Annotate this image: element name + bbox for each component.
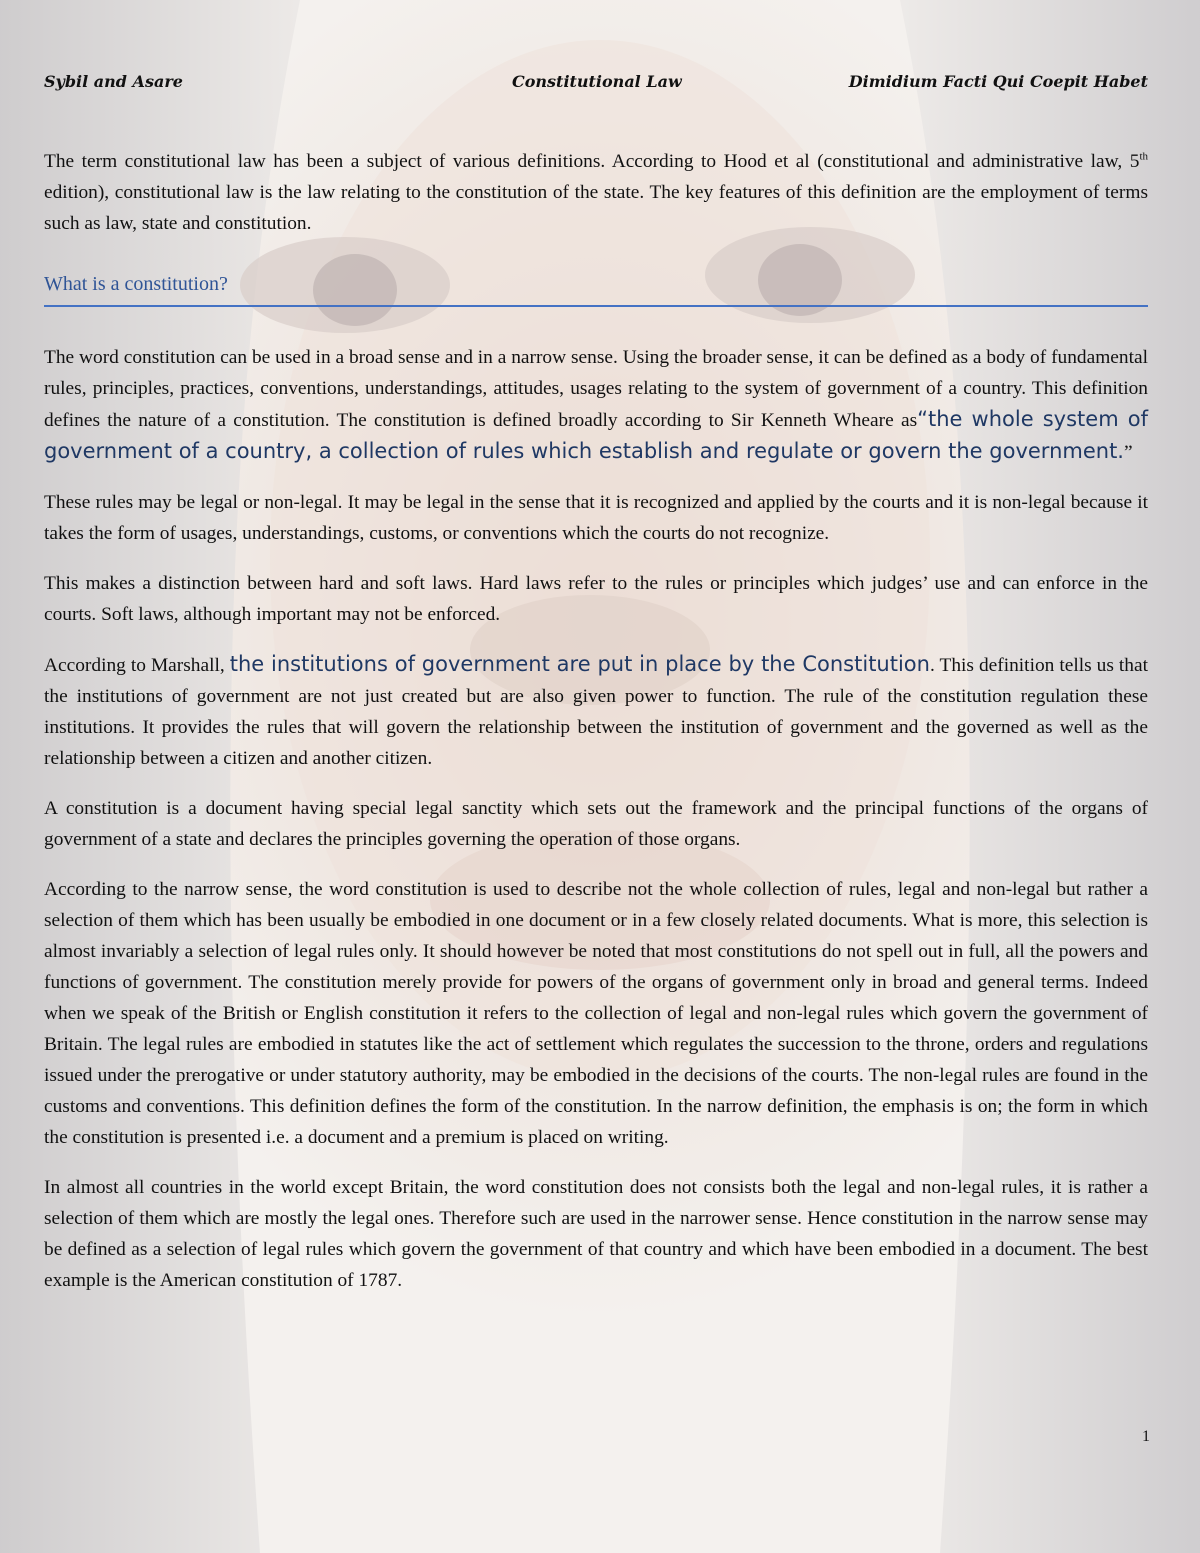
header-motto: Dimidium Facti Qui Coepit Habet [848,72,1148,91]
paragraph-hard-soft-laws: This makes a distinction between hard and soft laws. Hard laws refer to the rules or principles which judges’ use and can enforce in the courts. Soft laws, although important may not be enforced. [44,573,1148,625]
marshall-quote: the institutions of government are put in place by the Constitution [229,652,930,676]
paragraph-legal-rules: These rules may be legal or non-legal. It may be legal in the sense that it is recognized and applied by the courts and it is non-legal because it takes the form of usages, understandings, customs, or conventions which the courts do not recognize. [44,492,1148,544]
header-title: Constitutional Law [512,72,682,91]
paragraph-countries: In almost all countries in the world except Britain, the word constitution does not consists both the legal and non-legal rules, it is rather a selection of them which are mostly the legal ones. Therefore such are used in the narrower sense. Hence constitution in the narrow sense may be defined as a selection of legal rules which govern the government of that country and which have been embodied in a document. The best example is the American constitution of 1787. [44,1177,1148,1291]
paragraph-document-definition: A constitution is a document having special legal sanctity which sets out the framework and the principal functions of the organs of government of a state and declares the principles governing the operation of those organs. [44,798,1148,850]
paragraph-narrow-sense: According to the narrow sense, the word constitution is used to describe not the whole collection of rules, legal and non-legal but rather a selection of them which has been usually be embodied in one document or in a few closely related documents. What is more, this selection is almost invariably a selection of legal rules only. It should however be noted that most constitutions do not spell out in full, all the powers and functions of government. The constitution merely provide for powers of the organs of government only in broad and general terms. Indeed when we speak of the British or English constitution it refers to the collection of legal and non-legal rules which govern the government of Britain. The legal rules are embodied in statutes like the act of settlement which regulates the succession to the throne, orders and regulations issued under the prerogative or under statutory authority, may be embodied in the decisions of the courts. The non-legal rules are found in the customs and conventions. This definition defines the form of the constitution. In the narrow definition, the emphasis is on; the form in which the constitution is presented i.e. a document and a premium is placed on writing. [44,879,1148,1148]
paragraph-broad-sense: The word constitution can be used in a broad sense and in a narrow sense. Using the broader sense, it can be defined as a body of fundamental rules, principles, practices, conventions, understandings, attitudes, usages relating to the system of government of a country. This definition defines the nature of a constitution. The constitution is defined broadly according to Sir Kenneth Wheare as“the whole system of government of a country, a collection of rules which establish and regulate or govern the government.” [44,347,1148,463]
page-number: 1 [1142,1428,1150,1445]
header-authors: Sybil and Asare [44,72,183,91]
document-body [44,146,1148,1315]
section-heading: What is a constitution? [44,269,1148,307]
page-header [44,72,1148,102]
paragraph-intro: The term constitutional law has been a subject of various definitions. According to Hood et al (constitutional and administrative law, 5th edition), constitutional law is the law relating to the constitution of the state. The key features of this definition are the employment of terms such as law, state and constitution. [44,150,1148,234]
wheare-quote: “the whole system of government of a country, a collection of rules which establish and regulate or govern the government. [44,407,1148,463]
paragraph-marshall: According to Marshall, the institutions of government are put in place by the Constitution. This definition tells us that the institutions of government are not just created but are also given power to function. The rule of the constitution regulation these institutions. It provides the rules that will govern the relationship between the institution of government and the governed as well as the relationship between a citizen and another citizen. [44,652,1148,769]
